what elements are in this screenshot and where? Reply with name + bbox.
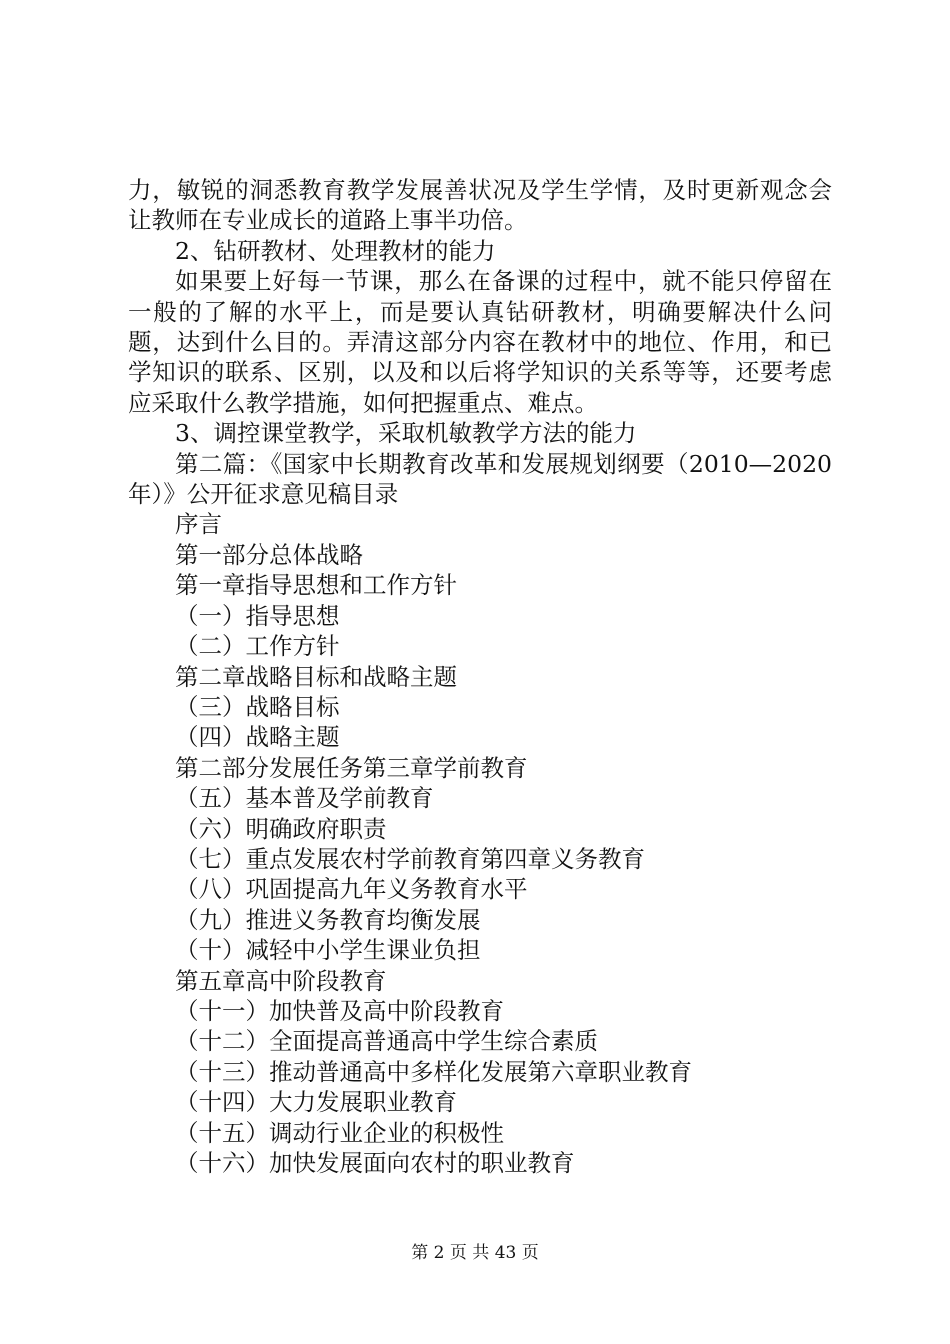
paragraph: 力，敏锐的洞悉教育教学发展善状况及学生学情，及时更新观念会让教师在专业成长的道路上事半功倍。 [128, 176, 832, 235]
section-heading: 2、钻研教材、处理教材的能力 [175, 236, 496, 265]
toc-item: （二）工作方针 [175, 632, 340, 661]
toc-item: （九）推进义务教育均衡发展 [175, 905, 481, 934]
toc-item: 第一章指导思想和工作方针 [175, 571, 457, 600]
toc-item: （十一）加快普及高中阶段教育 [175, 996, 504, 1025]
toc-item: （三）战略目标 [175, 692, 340, 721]
toc-item: （十六）加快发展面向农村的职业教育 [175, 1149, 575, 1177]
toc-item: 第二章战略目标和战略主题 [175, 662, 457, 691]
toc-item: （一）指导思想 [175, 601, 340, 630]
toc-item: （八）巩固提高九年义务教育水平 [175, 875, 528, 904]
toc-item: （十五）调动行业企业的积极性 [175, 1118, 504, 1147]
page-footer [0, 1243, 950, 1263]
toc-item: 第五章高中阶段教育 [175, 966, 387, 995]
paragraph: 如果要上好每一节课，那么在备课的过程中，就不能只停留在一般的了解的水平上，而是要认真钻研教材，明确要解决什么问题，达到什么目的。弄清这部分内容在教材中的地位、作用，和已学知识的联系、区别，以及和以后将学知识的关系等等，还要考虑应采取什么教学措施，如何把握重点、难点。 [128, 267, 832, 417]
toc-item: （六）明确政府职责 [175, 814, 387, 843]
toc-item: 第一部分总体战略 [175, 540, 363, 569]
toc-item: （十四）大力发展职业教育 [175, 1088, 457, 1117]
toc-item: （五）基本普及学前教育 [175, 784, 434, 813]
toc-item: （十三）推动普通高中多样化发展第六章职业教育 [175, 1057, 692, 1086]
section-heading: 3、调控课堂教学，采取机敏教学方法的能力 [175, 419, 637, 448]
toc-item: （七）重点发展农村学前教育第四章义务教育 [175, 844, 645, 873]
chapter-title: 第二篇：《国家中长期教育改革和发展规划纲要（2010—2020年）》公开征求意见稿目录 [128, 449, 832, 509]
toc-item: （十）减轻中小学生课业负担 [175, 936, 481, 965]
toc-item: （四）战略主题 [175, 723, 340, 752]
toc-item: （十二）全面提高普通高中学生综合素质 [175, 1027, 598, 1056]
page-number-label: 第 2 页 共 43 页 [411, 1243, 539, 1263]
toc-item: 序言 [175, 510, 222, 539]
document-body [128, 175, 832, 1178]
toc-item: 第二部分发展任务第三章学前教育 [175, 753, 528, 782]
